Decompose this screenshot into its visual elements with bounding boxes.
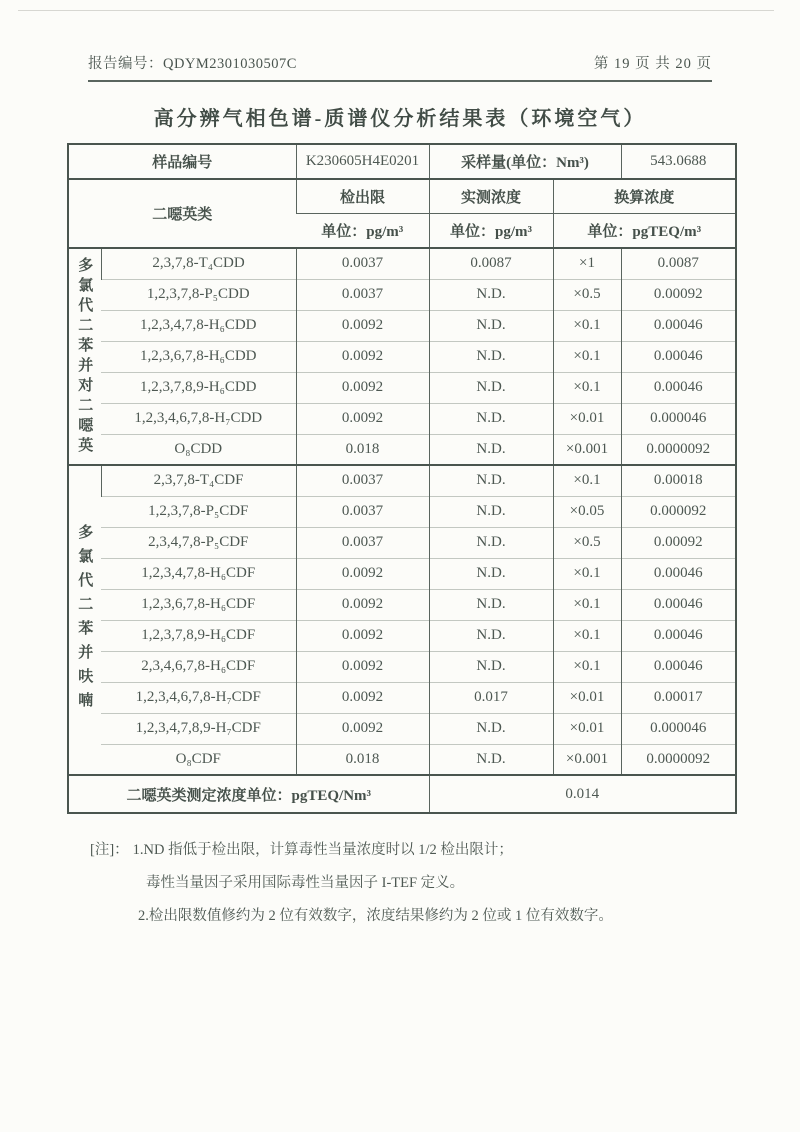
converted-value-cell: 0.000046 xyxy=(621,403,736,434)
tef-multiplier-cell: ×0.01 xyxy=(553,403,621,434)
detection-limit-unit: 单位：pg/m³ xyxy=(296,213,429,248)
congener-name: 1,2,3,4,7,8-H₆CDD xyxy=(101,310,296,341)
table-row xyxy=(68,465,736,496)
converted-value-cell: 0.000046 xyxy=(621,713,736,744)
measured-cell: 0.0087 xyxy=(429,248,553,279)
sample-id-value: K230605H4E0201 xyxy=(296,144,429,179)
analyte-class-header: 二噁英类 xyxy=(68,179,296,248)
converted-value-cell: 0.00046 xyxy=(621,651,736,682)
converted-value-cell: 0.00046 xyxy=(621,620,736,651)
measured-unit: 单位：pg/m³ xyxy=(429,213,553,248)
group-label-pcdf: 多氯代二苯并呋喃 xyxy=(68,465,101,775)
page-number: 第 19 页 共 20 页 xyxy=(593,56,712,72)
detection-limit-cell: 0.0092 xyxy=(296,651,429,682)
footnote-1 xyxy=(90,840,720,860)
sample-id-label: 样品编号 xyxy=(152,155,213,171)
converted-concentration-header: 换算浓度 xyxy=(553,179,736,213)
tef-multiplier-cell: ×0.5 xyxy=(553,279,621,310)
detection-limit-cell: 0.0092 xyxy=(296,372,429,403)
measured-cell: 0.017 xyxy=(429,682,553,713)
detection-limit-cell: 0.0092 xyxy=(296,558,429,589)
detection-limit-cell: 0.018 xyxy=(296,434,429,465)
measured-cell: N.D. xyxy=(429,310,553,341)
tef-multiplier-cell: ×0.1 xyxy=(553,589,621,620)
table-row xyxy=(68,558,736,589)
tef-multiplier-cell: ×0.1 xyxy=(553,372,621,403)
measured-cell: N.D. xyxy=(429,403,553,434)
tef-multiplier-cell: ×0.1 xyxy=(553,310,621,341)
measured-cell: N.D. xyxy=(429,620,553,651)
detection-limit-cell: 0.0092 xyxy=(296,589,429,620)
tef-multiplier-cell: ×0.01 xyxy=(553,713,621,744)
column-header-row xyxy=(68,179,736,213)
footnote-label: [注]： xyxy=(90,842,129,858)
measured-cell: N.D. xyxy=(429,341,553,372)
table-row xyxy=(68,744,736,775)
table-row xyxy=(68,403,736,434)
report-number: 报告编号：QDYM2301030507C xyxy=(88,56,297,72)
table-row xyxy=(68,651,736,682)
congener-name: 2,3,7,8-T₄CDD xyxy=(101,248,296,279)
detection-limit-cell: 0.0037 xyxy=(296,248,429,279)
congener-name: 2,3,4,7,8-P₅CDF xyxy=(101,527,296,558)
measured-cell: N.D. xyxy=(429,496,553,527)
measured-cell: N.D. xyxy=(429,744,553,775)
congener-name: 1,2,3,4,6,7,8-H₇CDD xyxy=(101,403,296,434)
total-teq-label: 二噁英类测定浓度单位：pgTEQ/Nm³ xyxy=(68,775,429,813)
sample-volume-label: 采样量(单位：Nm³) xyxy=(429,144,621,179)
tef-multiplier-cell: ×0.001 xyxy=(553,434,621,465)
converted-value-cell: 0.00046 xyxy=(621,341,736,372)
detection-limit-cell: 0.0037 xyxy=(296,465,429,496)
tef-multiplier-cell: ×0.05 xyxy=(553,496,621,527)
measured-cell: N.D. xyxy=(429,713,553,744)
table-row xyxy=(68,496,736,527)
congener-name: O₈CDF xyxy=(101,744,296,775)
group-label-pcdd: 多氯代二苯并对二噁英 xyxy=(68,248,101,465)
detection-limit-cell: 0.0092 xyxy=(296,310,429,341)
measured-cell: N.D. xyxy=(429,279,553,310)
congener-name: O₈CDD xyxy=(101,434,296,465)
converted-value-cell: 0.00046 xyxy=(621,589,736,620)
table-row xyxy=(68,248,736,279)
detection-limit-header: 检出限 xyxy=(296,179,429,213)
congener-name: 1,2,3,6,7,8-H₆CDD xyxy=(101,341,296,372)
converted-value-cell: 0.00092 xyxy=(621,527,736,558)
analysis-results-table xyxy=(67,143,737,814)
converted-value-cell: 0.00017 xyxy=(621,682,736,713)
sample-info-row xyxy=(68,144,736,179)
table-row xyxy=(68,372,736,403)
detection-limit-cell: 0.0037 xyxy=(296,496,429,527)
congener-name: 2,3,7,8-T₄CDF xyxy=(101,465,296,496)
footnotes xyxy=(90,840,720,939)
total-teq-row xyxy=(68,775,736,813)
congener-name: 1,2,3,4,7,8,9-H₇CDF xyxy=(101,713,296,744)
tef-multiplier-cell: ×0.1 xyxy=(553,465,621,496)
table-row xyxy=(68,434,736,465)
table-row xyxy=(68,279,736,310)
page-header xyxy=(88,52,712,73)
tef-multiplier-cell: ×0.1 xyxy=(553,651,621,682)
footnote-1-text: 1.ND 指低于检出限，计算毒性当量浓度时以 1/2 检出限计； xyxy=(132,842,513,858)
converted-value-cell: 0.0000092 xyxy=(621,744,736,775)
converted-value-cell: 0.00046 xyxy=(621,558,736,589)
measured-cell: N.D. xyxy=(429,434,553,465)
congener-name: 1,2,3,7,8-P₅CDF xyxy=(101,496,296,527)
detection-limit-cell: 0.0092 xyxy=(296,682,429,713)
converted-unit: 单位：pgTEQ/m³ xyxy=(553,213,736,248)
tef-multiplier-cell: ×0.1 xyxy=(553,341,621,372)
total-teq-value: 0.014 xyxy=(429,775,736,813)
header-rule xyxy=(88,80,712,82)
converted-value-cell: 0.00092 xyxy=(621,279,736,310)
converted-value-cell: 0.00046 xyxy=(621,372,736,403)
table-row xyxy=(68,682,736,713)
congener-name: 1,2,3,6,7,8-H₆CDF xyxy=(101,589,296,620)
detection-limit-cell: 0.0092 xyxy=(296,341,429,372)
table-row xyxy=(68,310,736,341)
converted-value-cell: 0.00018 xyxy=(621,465,736,496)
detection-limit-cell: 0.0092 xyxy=(296,713,429,744)
measured-cell: N.D. xyxy=(429,465,553,496)
table-row xyxy=(68,620,736,651)
measured-cell: N.D. xyxy=(429,527,553,558)
measured-cell: N.D. xyxy=(429,651,553,682)
footnote-2: 2.检出限数值修约为 2 位有效数字，浓度结果修约为 2 位或 1 位有效数字。 xyxy=(138,908,613,924)
congener-name: 1,2,3,7,8-P₅CDD xyxy=(101,279,296,310)
sample-volume-value: 543.0688 xyxy=(621,144,736,179)
detection-limit-cell: 0.0037 xyxy=(296,527,429,558)
tef-multiplier-cell: ×0.01 xyxy=(553,682,621,713)
congener-name: 2,3,4,6,7,8-H₆CDF xyxy=(101,651,296,682)
congener-name: 1,2,3,7,8,9-H₆CDF xyxy=(101,620,296,651)
table-row xyxy=(68,527,736,558)
converted-value-cell: 0.0000092 xyxy=(621,434,736,465)
page-title: 高分辨气相色谱-质谱仪分析结果表（环境空气） xyxy=(153,108,647,130)
congener-name: 1,2,3,7,8,9-H₆CDD xyxy=(101,372,296,403)
scan-artifact-line xyxy=(18,10,774,11)
converted-value-cell: 0.00046 xyxy=(621,310,736,341)
footnote-1b: 毒性当量因子采用国际毒性当量因子 I-TEF 定义。 xyxy=(146,875,465,891)
detection-limit-cell: 0.0092 xyxy=(296,403,429,434)
tef-multiplier-cell: ×0.1 xyxy=(553,620,621,651)
table-row xyxy=(68,341,736,372)
tef-multiplier-cell: ×0.5 xyxy=(553,527,621,558)
measured-cell: N.D. xyxy=(429,558,553,589)
tef-multiplier-cell: ×1 xyxy=(553,248,621,279)
measured-concentration-header: 实测浓度 xyxy=(429,179,553,213)
converted-value-cell: 0.0087 xyxy=(621,248,736,279)
tef-multiplier-cell: ×0.001 xyxy=(553,744,621,775)
congener-name: 1,2,3,4,7,8-H₆CDF xyxy=(101,558,296,589)
table-row xyxy=(68,589,736,620)
congener-name: 1,2,3,4,6,7,8-H₇CDF xyxy=(101,682,296,713)
converted-value-cell: 0.000092 xyxy=(621,496,736,527)
detection-limit-cell: 0.0092 xyxy=(296,620,429,651)
detection-limit-cell: 0.0037 xyxy=(296,279,429,310)
tef-multiplier-cell: ×0.1 xyxy=(553,558,621,589)
detection-limit-cell: 0.018 xyxy=(296,744,429,775)
table-row xyxy=(68,713,736,744)
measured-cell: N.D. xyxy=(429,589,553,620)
measured-cell: N.D. xyxy=(429,372,553,403)
